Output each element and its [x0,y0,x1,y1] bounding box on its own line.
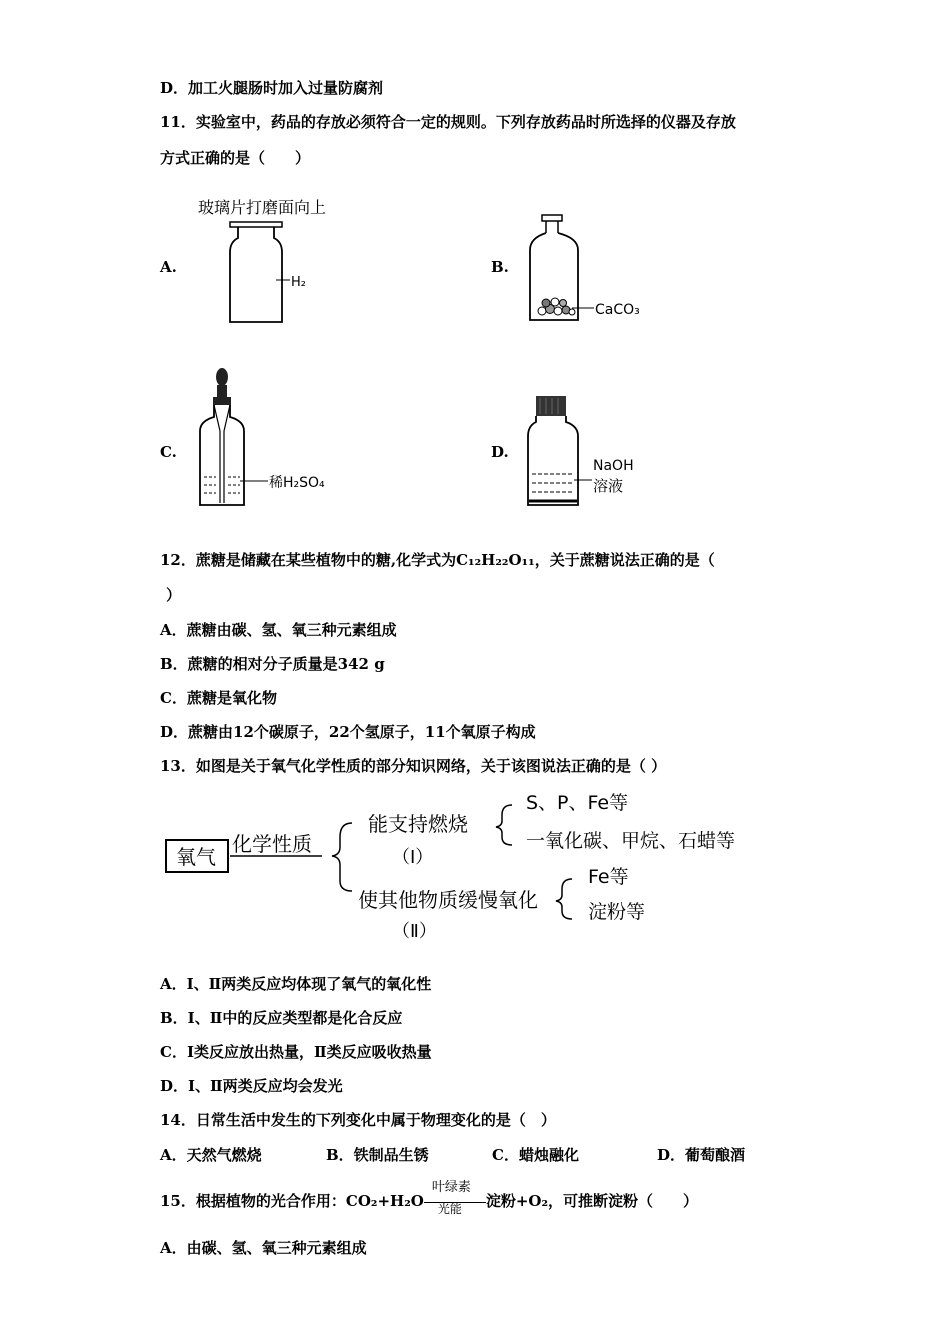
branch2-item1: Fe等 [588,866,629,888]
branch1-label: 能支持燃烧 [368,812,468,836]
q11-option-d-label: D. [491,443,509,461]
q12-stem-line1: 12．蔗糖是储藏在某些植物中的糖,化学式为C₁₂H₂₂O₁₁，关于蔗糖说法正确的是（ [160,551,715,569]
q13-option-a: A．Ⅰ、Ⅱ两类反应均体现了氧气的氧化性 [160,975,432,993]
q15-stem-after: 淀粉+O₂，可推断淀粉（ ） [485,1192,699,1210]
bottle-c-figure [190,365,350,510]
q11-stem-line1: 11．实验室中，药品的存放必须符合一定的规则。下列存放药品时所选择的仪器及存放 [160,113,736,131]
dropper-bulb [216,368,228,386]
caco3-granules [538,298,575,315]
bottle-b-figure [520,210,670,330]
q11-option-c-label: C. [160,443,177,461]
bottle-d-figure [520,390,670,510]
q15-stem-before: 15．根据植物的光合作用：CO₂+H₂O [160,1192,424,1210]
q14-stem: 14．日常生活中发生的下列变化中属于物理变化的是（ ） [160,1111,556,1129]
branch1-item1: S、P、Fe等 [526,792,629,814]
condition-bottom: 光能 [437,1202,462,1216]
q11-option-b-label: B. [491,258,509,276]
q14-option-d: D．葡萄酿酒 [657,1146,746,1164]
q13-option-b: B．Ⅰ、Ⅱ中的反应类型都是化合反应 [160,1009,403,1027]
property-label: 化学性质 [232,832,312,856]
glass-plate [230,222,282,227]
q13-option-d: D．Ⅰ、Ⅱ两类反应均会发光 [160,1077,343,1095]
bottle-c [200,405,244,505]
naoh-liquid [529,474,577,501]
condition-top: 叶绿素 [431,1180,471,1195]
bottle-a [230,227,282,322]
brace-branch2 [556,879,572,919]
branch2-item2: 淀粉等 [588,901,646,923]
q12-stem-line2: ） [166,586,182,604]
bottle-a-caption: 玻璃片打磨面向上 [198,198,327,217]
bottle-c-chem: 稀H₂SO₄ [269,475,325,491]
q11-stem-line2: 方式正确的是（ ） [160,149,311,167]
branch1-tag: （Ⅰ） [392,847,434,868]
prev-option-d: D．加工火腿肠时加入过量防腐剂 [160,79,384,97]
oxygen-knowledge-diagram [160,785,780,945]
brace-branch1 [496,805,512,845]
q13-stem: 13．如图是关于氧气化学性质的部分知识网络，关于该图说法正确的是（ ） [160,757,667,775]
bottle-d-chem-line1: NaOH [593,458,634,474]
q14-option-a: A．天然气燃烧 [160,1146,262,1164]
liquid-lines [204,477,240,493]
q13-option-c: C．Ⅰ类反应放出热量，Ⅱ类反应吸收热量 [160,1043,432,1061]
q11-option-a-label: A. [160,258,177,276]
bottle-d-chem-line2: 溶液 [593,477,624,495]
branch1-item2: 一氧化碳、甲烷、石蜡等 [526,830,736,852]
q12-option-c: C．蔗糖是氧化物 [160,689,277,707]
q14-option-b: B．铁制品生锈 [326,1146,429,1164]
q12-option-a: A．蔗糖由碳、氢、氧三种元素组成 [160,621,397,639]
stopper-b [542,215,562,221]
branch2-label: 使其他物质缓慢氧化 [358,888,538,912]
q12-option-b: B．蔗糖的相对分子质量是342 g [160,655,385,673]
bottle-a-figure [190,192,360,332]
bottle-b-chem: CaCO₃ [595,302,640,318]
brace-main [332,823,352,891]
q15-stem [160,1180,699,1216]
q15-option-a: A．由碳、氢、氧三种元素组成 [160,1239,367,1257]
bottle-a-chem: H₂ [291,275,306,290]
reaction-condition [424,1180,486,1216]
q12-option-d: D．蔗糖由12个碳原子，22个氢原子，11个氧原子构成 [160,723,536,741]
oxygen-root: 氧气 [176,845,216,869]
branch2-tag: （Ⅱ） [392,921,437,942]
q14-option-c: C．蜡烛融化 [492,1146,579,1164]
